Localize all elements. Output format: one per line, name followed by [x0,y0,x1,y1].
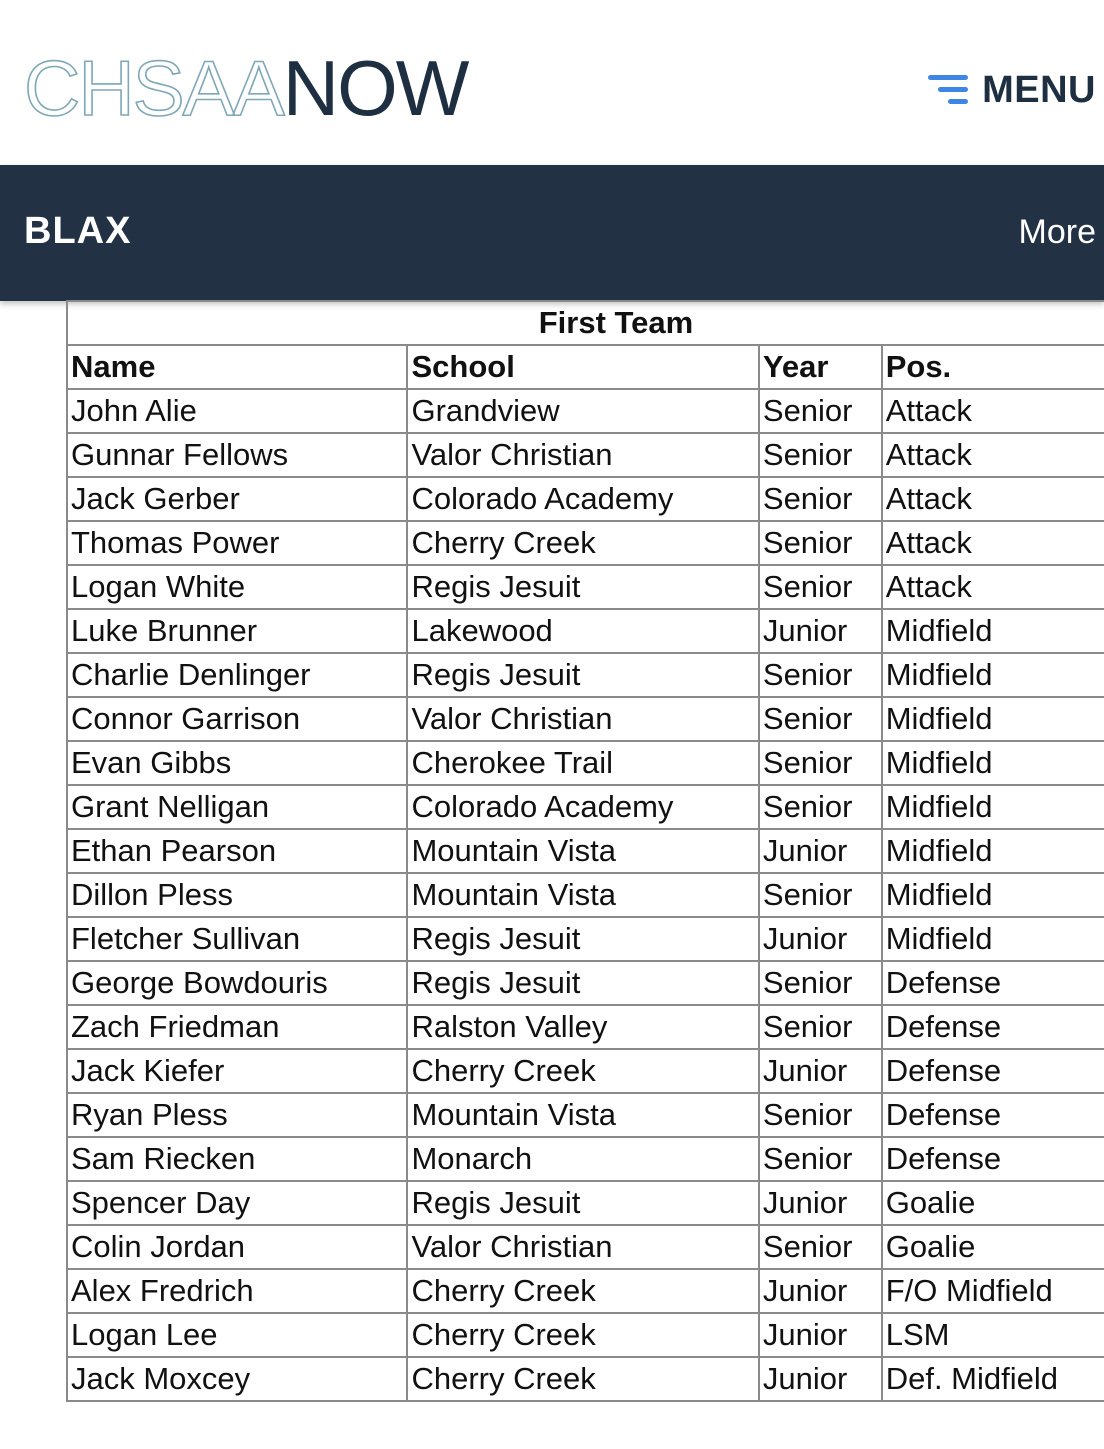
table-row [67,433,1104,477]
table-row [67,609,1104,653]
menu-button[interactable] [928,66,1096,114]
player-name-cell: John Alie [67,389,407,433]
menu-label: MENU [982,68,1096,111]
year-cell: Senior [759,521,882,565]
player-name-cell: Grant Nelligan [67,785,407,829]
table-body [67,389,1104,1401]
table-row [67,389,1104,433]
table-row [67,1049,1104,1093]
year-cell: Junior [759,609,882,653]
player-name-cell: Thomas Power [67,521,407,565]
school-cell: Lakewood [407,609,758,653]
position-cell: Midfield [882,917,1104,961]
more-button[interactable]: More [1018,213,1096,251]
position-cell: Def. Midfield [882,1357,1104,1401]
player-name-cell: Connor Garrison [67,697,407,741]
position-cell: F/O Midfield [882,1269,1104,1313]
first-team-table [66,300,1104,1402]
school-cell: Cherry Creek [407,1313,758,1357]
school-cell: Regis Jesuit [407,961,758,1005]
column-header: School [407,345,758,389]
player-name-cell: Jack Moxcey [67,1357,407,1401]
school-cell: Mountain Vista [407,1093,758,1137]
school-cell: Valor Christian [407,1225,758,1269]
player-name-cell: Fletcher Sullivan [67,917,407,961]
player-name-cell: Dillon Pless [67,873,407,917]
school-cell: Regis Jesuit [407,653,758,697]
year-cell: Senior [759,653,882,697]
year-cell: Senior [759,1093,882,1137]
table-row [67,1005,1104,1049]
column-header: Pos. [882,345,1104,389]
year-cell: Senior [759,697,882,741]
position-cell: Defense [882,1005,1104,1049]
position-cell: Attack [882,433,1104,477]
position-cell: Defense [882,1093,1104,1137]
position-cell: Midfield [882,873,1104,917]
year-cell: Senior [759,873,882,917]
player-name-cell: Jack Kiefer [67,1049,407,1093]
year-cell: Junior [759,829,882,873]
table-row [67,1269,1104,1313]
table-row [67,1137,1104,1181]
position-cell: LSM [882,1313,1104,1357]
player-name-cell: Gunnar Fellows [67,433,407,477]
year-cell: Senior [759,1005,882,1049]
year-cell: Senior [759,1137,882,1181]
position-cell: Attack [882,521,1104,565]
player-name-cell: Jack Gerber [67,477,407,521]
player-name-cell: Zach Friedman [67,1005,407,1049]
table-caption: First Team [67,301,1104,345]
position-cell: Defense [882,1049,1104,1093]
table-row [67,873,1104,917]
player-name-cell: Spencer Day [67,1181,407,1225]
player-name-cell: Colin Jordan [67,1225,407,1269]
school-cell: Monarch [407,1137,758,1181]
school-cell: Cherry Creek [407,1357,758,1401]
year-cell: Senior [759,565,882,609]
school-cell: Mountain Vista [407,873,758,917]
school-cell: Cherokee Trail [407,741,758,785]
table-row [67,1357,1104,1401]
player-name-cell: Ryan Pless [67,1093,407,1137]
table-row [67,697,1104,741]
section-title[interactable]: BLAX [24,210,132,252]
table-row [67,1181,1104,1225]
section-navbar [0,165,1104,301]
school-cell: Regis Jesuit [407,1181,758,1225]
position-cell: Attack [882,565,1104,609]
table-row [67,477,1104,521]
school-cell: Colorado Academy [407,477,758,521]
position-cell: Attack [882,477,1104,521]
year-cell: Senior [759,477,882,521]
logo-light-text: CHSAA [24,44,283,132]
table-row [67,917,1104,961]
year-cell: Senior [759,741,882,785]
year-cell: Junior [759,1181,882,1225]
player-name-cell: Alex Fredrich [67,1269,407,1313]
column-header: Name [67,345,407,389]
school-cell: Mountain Vista [407,829,758,873]
school-cell: Regis Jesuit [407,565,758,609]
school-cell: Cherry Creek [407,521,758,565]
position-cell: Goalie [882,1181,1104,1225]
position-cell: Defense [882,1137,1104,1181]
column-header: Year [759,345,882,389]
player-name-cell: Evan Gibbs [67,741,407,785]
position-cell: Midfield [882,785,1104,829]
table-row [67,741,1104,785]
player-name-cell: Sam Riecken [67,1137,407,1181]
player-name-cell: Logan Lee [67,1313,407,1357]
table-row [67,565,1104,609]
hamburger-menu-icon [928,72,968,108]
table-header-row [67,345,1104,389]
year-cell: Senior [759,961,882,1005]
year-cell: Senior [759,389,882,433]
position-cell: Midfield [882,609,1104,653]
table-row [67,521,1104,565]
player-name-cell: Logan White [67,565,407,609]
position-cell: Midfield [882,829,1104,873]
chsaanow-logo[interactable] [24,44,468,132]
school-cell: Ralston Valley [407,1005,758,1049]
school-cell: Valor Christian [407,697,758,741]
site-header [0,0,1104,165]
table-row [67,1225,1104,1269]
position-cell: Goalie [882,1225,1104,1269]
year-cell: Junior [759,1049,882,1093]
table-row [67,829,1104,873]
position-cell: Midfield [882,697,1104,741]
year-cell: Junior [759,1357,882,1401]
school-cell: Regis Jesuit [407,917,758,961]
school-cell: Grandview [407,389,758,433]
year-cell: Senior [759,1225,882,1269]
school-cell: Valor Christian [407,433,758,477]
player-name-cell: Ethan Pearson [67,829,407,873]
table-row [67,1093,1104,1137]
year-cell: Senior [759,433,882,477]
first-team-table-container [66,300,1104,1402]
position-cell: Midfield [882,741,1104,785]
year-cell: Junior [759,1269,882,1313]
table-row [67,961,1104,1005]
player-name-cell: George Bowdouris [67,961,407,1005]
year-cell: Junior [759,917,882,961]
position-cell: Attack [882,389,1104,433]
school-cell: Cherry Creek [407,1269,758,1313]
year-cell: Junior [759,1313,882,1357]
year-cell: Senior [759,785,882,829]
school-cell: Cherry Creek [407,1049,758,1093]
table-row [67,1313,1104,1357]
school-cell: Colorado Academy [407,785,758,829]
logo-dark-text: NOW [282,44,468,132]
position-cell: Midfield [882,653,1104,697]
player-name-cell: Charlie Denlinger [67,653,407,697]
table-row [67,653,1104,697]
position-cell: Defense [882,961,1104,1005]
table-row [67,785,1104,829]
player-name-cell: Luke Brunner [67,609,407,653]
